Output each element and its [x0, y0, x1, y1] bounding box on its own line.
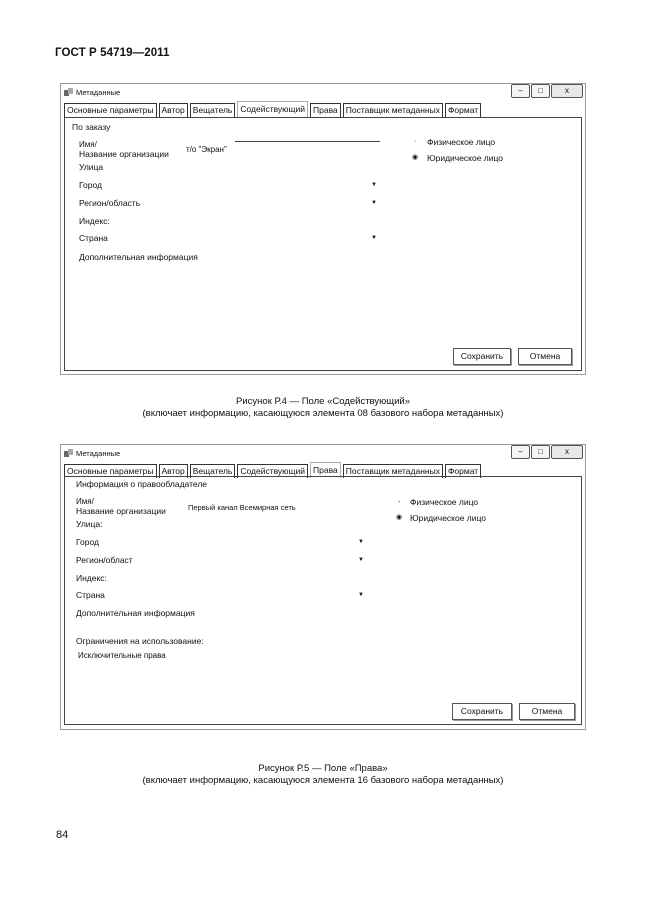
region-dropdown-icon[interactable]: ▼ [358, 557, 364, 563]
tab-format[interactable]: Формат [445, 103, 481, 117]
tab-broadcaster[interactable]: Вещатель [190, 464, 236, 478]
radio-physical-label[interactable]: Физическое лицо [410, 497, 479, 507]
region-label: Регион/област [76, 555, 133, 565]
additional-info-label: Дополнительная информация [79, 252, 198, 262]
radio-legal-label[interactable]: Юридическое лицо [410, 513, 487, 523]
city-dropdown-icon[interactable]: ▼ [358, 539, 364, 545]
name-label-line1: Имя/ [76, 497, 94, 506]
radio-physical-label[interactable]: Физическое лицо [427, 137, 496, 147]
app-icon [64, 88, 73, 96]
country-label: Страна [76, 590, 105, 600]
radio-legal-icon[interactable]: ◉ [412, 154, 419, 161]
tab-basic[interactable]: Основные параметры [64, 103, 157, 117]
country-label: Страна [79, 233, 108, 243]
close-icon[interactable]: x [551, 445, 583, 459]
street-label: Улица: [76, 519, 103, 529]
radio-physical-icon[interactable]: - [398, 499, 401, 506]
name-label-line2: Название организации [76, 506, 166, 516]
cancel-button[interactable]: Отмена [519, 703, 575, 720]
minimize-icon[interactable]: – [511, 445, 530, 459]
additional-info-label: Дополнительная информация [76, 608, 195, 618]
city-label: Город [79, 180, 102, 190]
radio-physical-icon[interactable]: · [414, 138, 417, 145]
index-label: Индекс: [79, 216, 110, 226]
save-button[interactable]: Сохранить [452, 703, 512, 720]
radio-legal-label[interactable]: Юридическое лицо [427, 153, 504, 163]
caption-p4-line2: (включает информацию, касающуюся элемента 08 базового набора метаданных) [142, 408, 504, 419]
caption-p5-line1: Рисунок Р.5 — Поле «Права» [258, 763, 388, 774]
tab-author[interactable]: Автор [159, 464, 188, 478]
country-dropdown-icon[interactable]: ▼ [371, 235, 377, 241]
street-label: Улица [79, 162, 104, 172]
caption-p5-line2: (включает информацию, касающуюся элемента 16 базового набора метаданных) [142, 775, 504, 786]
metadata-window-p4 [60, 83, 586, 375]
region-label: Регион/область [79, 198, 141, 208]
name-label-line1: Имя/ [79, 140, 97, 149]
city-label: Город [76, 537, 99, 547]
tab-basic[interactable]: Основные параметры [64, 464, 157, 478]
metadata-window-p5 [60, 444, 586, 730]
name-input[interactable]: т/о "Экран" [186, 145, 227, 154]
country-dropdown-icon[interactable]: ▼ [358, 592, 364, 598]
tab-panel [64, 117, 582, 371]
minimize-icon[interactable]: – [511, 84, 530, 98]
close-icon[interactable]: x [551, 84, 583, 98]
tab-panel [64, 476, 582, 725]
restrictions-value[interactable]: Исключительные права [78, 651, 166, 660]
tab-metadata-provider[interactable]: Поставщик метаданных [343, 103, 443, 117]
radio-legal-icon[interactable]: ◉ [396, 514, 403, 521]
city-dropdown-icon[interactable]: ▼ [371, 182, 377, 188]
cancel-button[interactable]: Отмена [518, 348, 572, 365]
section-title: Информация о правообладателе [76, 479, 208, 489]
document-header: ГОСТ Р 54719—2011 [55, 47, 170, 59]
tab-bar [64, 101, 483, 117]
tab-contributor[interactable]: Содействующий [237, 101, 308, 117]
tab-broadcaster[interactable]: Вещатель [190, 103, 236, 117]
tab-format[interactable]: Формат [445, 464, 481, 478]
name-input[interactable]: Первый канал Всемирная сеть [188, 503, 296, 512]
window-title: Метаданные [76, 449, 121, 458]
app-icon [64, 449, 73, 457]
title-bar[interactable] [61, 84, 585, 100]
tab-contributor[interactable]: Содействующий [237, 464, 308, 478]
tab-metadata-provider[interactable]: Поставщик метаданных [343, 464, 443, 478]
title-bar[interactable] [61, 445, 585, 461]
maximize-icon[interactable]: □ [531, 445, 550, 459]
name-input-underline [235, 141, 380, 142]
name-label-line2: Название организации [79, 149, 169, 159]
tab-rights[interactable]: Права [310, 462, 341, 478]
page-number: 84 [56, 829, 69, 841]
window-title: Метаданные [76, 88, 121, 97]
tab-rights[interactable]: Права [310, 103, 341, 117]
maximize-icon[interactable]: □ [531, 84, 550, 98]
index-label: Индекс: [76, 573, 107, 583]
save-button[interactable]: Сохранить [453, 348, 511, 365]
region-dropdown-icon[interactable]: ▼ [371, 200, 377, 206]
tab-author[interactable]: Автор [159, 103, 188, 117]
restrictions-label: Ограничения на использование: [76, 636, 204, 646]
section-title: По заказу [72, 122, 111, 132]
caption-p4-line1: Рисунок Р.4 — Поле «Содействующий» [236, 396, 410, 407]
